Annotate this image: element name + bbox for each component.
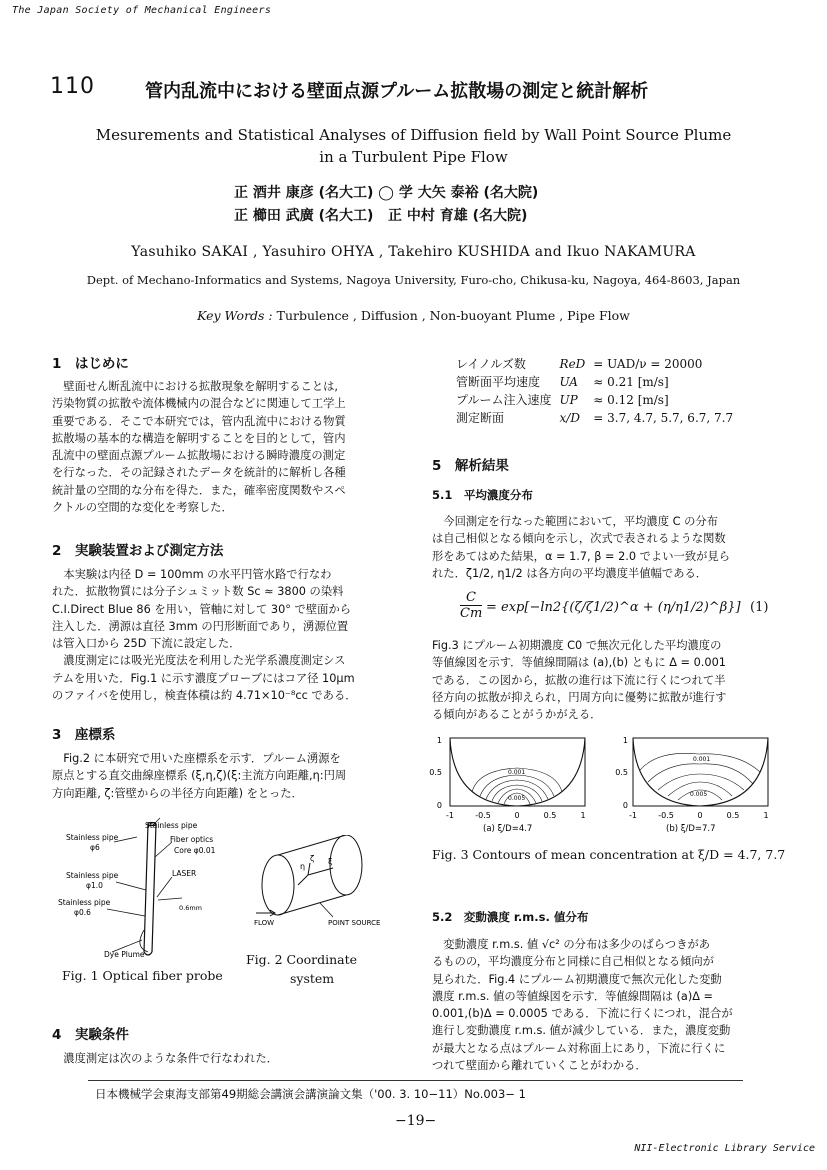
library-footer: NII-Electronic Library Service (634, 1143, 815, 1154)
fig1-label-stainless-pipe-3: Stainless pipe (58, 898, 111, 907)
fig1-label-core: Core φ0.01 (174, 846, 216, 855)
paper-number: 110 (50, 74, 95, 99)
fig1-label-dye-plume: Dye Plume (104, 950, 145, 959)
fig1-label-phi6: φ6 (90, 843, 100, 852)
condition-label: レイノルズ数 (456, 357, 526, 371)
condition-row (456, 355, 741, 373)
fig3-b-xtick-m1: -1 (629, 811, 637, 820)
fig3-panel-b (615, 736, 768, 834)
section-2-body: 本実験は内径 D = 100mm の水平円管水路で行なわ れた．拡散物質には分子シュミット数 Sc ≈ 3800 の染料 C.I.Direct Blue 86 を用い，管軸に対して 30° で壁面から 注入した．湧源は直径 3mm の円形断面であり，湧源位置 は管入口から 25D 下流に設定した． 濃度測定には吸光光度法を利用した光学系濃度測定シス テムを用いた．Fig.1 に示す濃度プローブにはコア径 10μm のファイバを使用し，検査体積は約 4.71×10⁻⁸cc である． (52, 568, 357, 703)
authors-ja-line2: 正 櫛田 武廣 (名大工) 正 中村 育雄 (名大院) (234, 208, 528, 224)
section-4-body: 濃度測定は次のような条件で行なわれた． (52, 1052, 278, 1065)
condition-sym: x/D (559, 410, 580, 425)
fig3-a-xtick-m05: -0.5 (475, 811, 491, 820)
fig3-b-xtick-0: 0 (697, 811, 703, 820)
keywords-label: Key Words : (197, 308, 273, 323)
section-5-1-title: 5.1 平均濃度分布 (432, 488, 533, 502)
fig3-b-panel-label: (b) ξ/D=7.7 (666, 824, 716, 834)
fig3-panel-a (429, 736, 585, 834)
fig3-b-xtick-m05: -0.5 (658, 811, 674, 820)
fig3-a-xtick-1: 1 (580, 811, 586, 820)
fig1-label-stainless-pipe-2: Stainless pipe (66, 871, 119, 880)
title-english-line2: in a Turbulent Pipe Flow (319, 148, 508, 166)
fig3-a-xtick-0: 0 (514, 811, 520, 820)
condition-sym: ReD (559, 356, 586, 371)
section-5-1-body-2: Fig.3 にプルーム初期濃度 C0 で無次元化した平均濃度の 等値線図を示す．等値線間隔は (a),(b) ともに Δ = 0.001 である．この図から，拡散の進行は下流に行くにつれて半 径方向の拡散が抑えられ，円周方向に優勢に拡散が進行す る傾向があることがうかがえる． (432, 639, 727, 722)
fig3-a-ytick-05: 0.5 (429, 768, 442, 777)
fig3-a-xtick-m1: -1 (446, 811, 454, 820)
section-3-title: 3 座標系 (52, 727, 116, 743)
fig1-label-laser: LASER (172, 869, 197, 878)
condition-label: 管断面平均速度 (456, 375, 541, 389)
fig1-probe-diagram (52, 812, 237, 960)
fig3-b-xtick-1: 1 (763, 811, 769, 820)
fig2-label-eta: η (300, 862, 306, 871)
footer-rule (88, 1080, 743, 1081)
condition-label: プルーム注入速度 (456, 393, 552, 407)
condition-val: = UAD/ν = 20000 (593, 356, 703, 371)
fig3-caption: Fig. 3 Contours of mean concentration at ξ/D = 4.7, 7.7 (432, 847, 786, 862)
section-5-2-body: 変動濃度 r.m.s. 値 √c² の分布は多少のばらつきがあ るものの，平均濃度分布と同様に自己相似となる傾向が 見られた．Fig.4 にプルーム初期濃度で無次元化した変動 濃度 r.m.s. 値の等値線図を示す．等値線間隔は (a)Δ = 0.001,(b)Δ = 0.0005 である．下流に行くにつれ，混合が 進行し変動濃度 r.m.s. 値が減少している．また，濃度変動 が最大となる点はプルーム対称面上にあり，下流に行くに つれて壁面から離れていくことがわかる． (432, 938, 733, 1073)
keywords-list: Turbulence , Diffusion , Non-buoyant Plume , Pipe Flow (276, 308, 630, 323)
page-number: −19− (395, 1113, 437, 1129)
condition-row (456, 409, 741, 427)
fig1-label-phi1: φ1.0 (86, 881, 103, 890)
fig3-a-xtick-05: 0.5 (543, 811, 557, 820)
fig3-b-ytick-1: 1 (622, 736, 628, 745)
equation-number: (1) (750, 600, 769, 615)
condition-val: = 3.7, 4.7, 5.7, 6.7, 7.7 (593, 410, 734, 425)
fig2-coordinate-diagram (248, 835, 388, 930)
affiliation: Dept. of Mechano-Informatics and Systems, Nagoya University, Furo-cho, Chikusa-ku, Nagoya, 464-8603, Japan (86, 273, 741, 287)
fig1-label-phi06: φ0.6 (74, 908, 91, 917)
fig3-b-xtick-05: 0.5 (726, 811, 740, 820)
fig3-b-contour-005: 0.005 (690, 791, 708, 798)
fig3-a-contour-001: 0.001 (508, 769, 526, 776)
fig3-b-ytick-0: 0 (622, 801, 628, 810)
fig2-label-xi: ξ (328, 857, 333, 866)
fig3-a-ytick-1: 1 (436, 736, 442, 745)
section-1-body: 壁面せん断乱流中における拡散現象を解明することは, 汚染物質の拡散や流体機械内の混合などに関連して工学上 重要である．そこで本研究では，管内乱流中における物質 拡散場の基本的な構造を解明することを目的として，管内 乱流中の壁面点源プルーム拡散場における瞬時濃度の測定 を行なった．その記録されたデータを統計的に解析し各種 統計量の空間的な分布を得た．また，確率密度関数やスペ クトルの空間的な変化を考察した． (52, 380, 346, 515)
fig2-label-flow: FLOW (254, 919, 275, 927)
fig2-caption-line1: Fig. 2 Coordinate (246, 952, 358, 967)
fig2-caption-line2: system (290, 971, 335, 986)
conference-info: 日本機械学会東海支部第49期総会講演会講演論文集（'00. 3. 10−11）No.003− 1 (95, 1087, 526, 1101)
condition-sym: UP (559, 392, 578, 407)
condition-val: ≈ 0.12 [m/s] (593, 392, 669, 407)
authors-english: Yasuhiko SAKAI , Yasuhiro OHYA , Takehiro KUSHIDA and Ikuo NAKAMURA (131, 244, 696, 260)
fig2-label-zeta: ζ (310, 854, 315, 863)
equation-lhs-denominator: Cm (460, 606, 483, 621)
fig2-label-point-source: POINT SOURCE (328, 919, 381, 927)
fig1-label-gap: 0.6mm (179, 904, 203, 912)
section-5-title: 5 解析結果 (432, 458, 509, 474)
title-english-line1: Mesurements and Statistical Analyses of Diffusion field by Wall Point Source Plume (95, 126, 732, 144)
conditions-table (456, 355, 741, 427)
section-5-2-title: 5.2 変動濃度 r.m.s. 値分布 (432, 910, 589, 924)
section-1-title: 1 はじめに (52, 356, 129, 372)
fig1-label-fiber-optics: Fiber optics (170, 835, 214, 844)
fig3-a-contour-005: 0.005 (508, 795, 526, 802)
fig1-caption: Fig. 1 Optical fiber probe (62, 968, 223, 983)
equation-1 (460, 590, 780, 632)
keywords (40, 308, 787, 323)
condition-label: 測定断面 (456, 411, 505, 425)
fig3-b-ytick-05: 0.5 (615, 768, 628, 777)
section-5-1-body: 今回測定を行なった範囲において，平均濃度 C の分布 は自己相似となる傾向を示し，次式で表されるような関数 形をあてはめた結果，α = 1.7, β = 2.0 でよい一致が見ら れた．ζ1/2, η1/2 は各方向の平均濃度半値幅である． (432, 515, 731, 580)
fig3-contour-plots (428, 734, 788, 836)
condition-row (456, 373, 741, 391)
title-japanese: 管内乱流中における壁面点源プルーム拡散場の測定と統計解析 (145, 81, 649, 102)
fig3-a-ytick-0: 0 (436, 801, 442, 810)
society-header: The Japan Society of Mechanical Engineers (12, 5, 272, 16)
authors-ja-line1: 正 酒井 康彦 (名大工) ◯ 学 大矢 泰裕 (名大院) (234, 185, 539, 201)
section-3-body: Fig.2 に本研究で用いた座標系を示す．プルーム湧源を 原点とする直交曲線座標系 (ξ,η,ζ)(ξ:主流方向距離,η:円周 方向距離, ζ:管壁からの半径方向距離) をとった． (52, 752, 347, 800)
fig1-label-stainless-pipe-top: Stainless pipe (145, 821, 198, 830)
condition-sym: UA (559, 374, 578, 389)
fig1-label-stainless-pipe-1: Stainless pipe (66, 833, 119, 842)
equation-rhs: = exp[−ln2{(ζ/ζ1/2)^α + (η/η1/2)^β}] (486, 600, 741, 615)
condition-val: ≈ 0.21 [m/s] (593, 374, 669, 389)
fig3-b-contour-001: 0.001 (693, 756, 711, 763)
section-4-title: 4 実験条件 (52, 1027, 129, 1043)
condition-row (456, 391, 741, 409)
equation-lhs-numerator: C (466, 590, 476, 605)
fig3-a-panel-label: (a) ξ/D=4.7 (483, 824, 533, 834)
section-2-title: 2 実験装置および測定方法 (52, 543, 224, 559)
